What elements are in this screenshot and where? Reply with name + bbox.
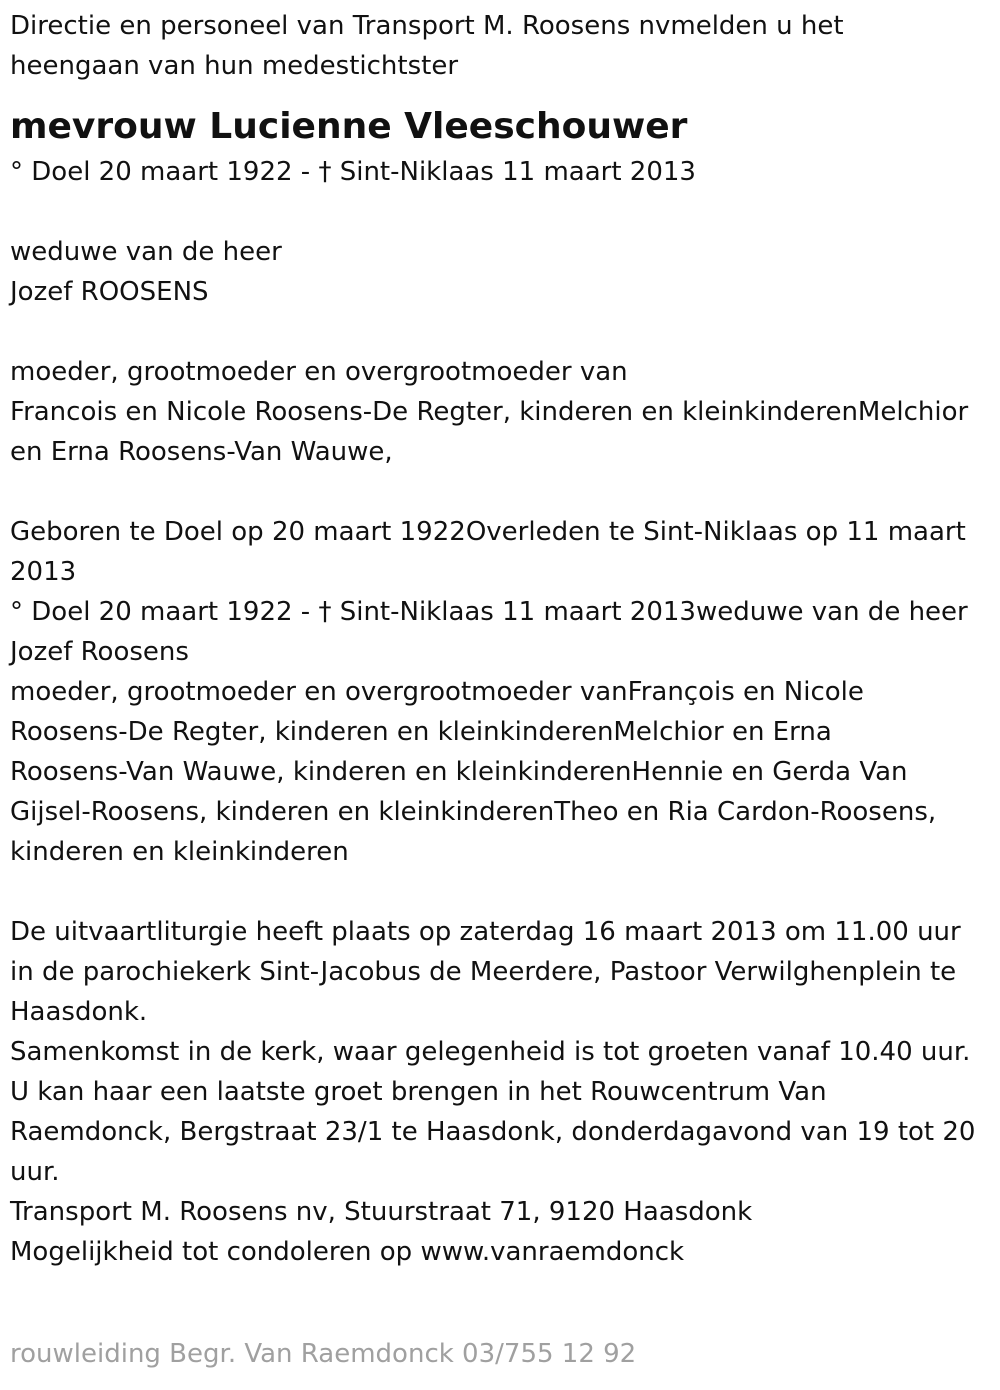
undertaker-footer: rouwleiding Begr. Van Raemdonck 03/755 12 92 xyxy=(10,1339,637,1369)
spacer xyxy=(10,312,990,352)
spacer xyxy=(10,192,990,232)
spouse-section xyxy=(10,232,990,312)
intro-line: heengaan van hun medestichtster xyxy=(10,51,459,81)
funeral-line: uur. xyxy=(10,1157,60,1187)
details-line: 2013 xyxy=(10,557,77,587)
details-line: Geboren te Doel op 20 maart 1922Overleden te Sint-Niklaas op 11 maart xyxy=(10,517,966,547)
details-line: Roosens-Van Wauwe, kinderen en kleinkinderenHennie en Gerda Van xyxy=(10,757,908,787)
funeral-line: Mogelijkheid tot condoleren op www.vanraemdonck xyxy=(10,1237,685,1267)
details-line: moeder, grootmoeder en overgrootmoeder vanFrançois en Nicole xyxy=(10,677,864,707)
deceased-dates: ° Doel 20 maart 1922 - † Sint-Niklaas 11 maart 2013 xyxy=(10,157,696,187)
spacer xyxy=(10,872,990,912)
family-line: en Erna Roosens-Van Wauwe, xyxy=(10,437,393,467)
funeral-line: Raemdonck, Bergstraat 23/1 te Haasdonk, donderdagavond van 19 tot 20 xyxy=(10,1117,976,1147)
details-line: Roosens-De Regter, kinderen en kleinkinderenMelchior en Erna xyxy=(10,717,832,747)
details-line: ° Doel 20 maart 1922 - † Sint-Niklaas 11 maart 2013weduwe van de heer xyxy=(10,597,968,627)
family-line: Francois en Nicole Roosens-De Regter, kinderen en kleinkinderenMelchior xyxy=(10,397,969,427)
funeral-line: Samenkomst in de kerk, waar gelegenheid is tot groeten vanaf 10.40 uur. xyxy=(10,1037,971,1067)
deceased-name: mevrouw Lucienne Vleeschouwer xyxy=(10,106,688,147)
deceased-section xyxy=(10,102,990,192)
details-line: Gijsel-Roosens, kinderen en kleinkinderenTheo en Ria Cardon-Roosens, xyxy=(10,797,937,827)
intro-line: Directie en personeel van Transport M. Roosens nvmelden u het xyxy=(10,11,844,41)
spouse-line: weduwe van de heer xyxy=(10,237,282,267)
spouse-line: Jozef ROOSENS xyxy=(10,277,209,307)
funeral-line: in de parochiekerk Sint-Jacobus de Meerdere, Pastoor Verwilghenplein te xyxy=(10,957,957,987)
funeral-line: Transport M. Roosens nv, Stuurstraat 71, 9120 Haasdonk xyxy=(10,1197,753,1227)
intro-section xyxy=(10,6,990,86)
family-section xyxy=(10,352,990,472)
funeral-line: De uitvaartliturgie heeft plaats op zaterdag 16 maart 2013 om 11.00 uur xyxy=(10,917,961,947)
details-line: Jozef Roosens xyxy=(10,637,189,667)
family-line: moeder, grootmoeder en overgrootmoeder van xyxy=(10,357,628,387)
details-line: kinderen en kleinkinderen xyxy=(10,837,349,867)
details-section xyxy=(10,512,990,872)
funeral-line: U kan haar een laatste groet brengen in het Rouwcentrum Van xyxy=(10,1077,827,1107)
funeral-line: Haasdonk. xyxy=(10,997,148,1027)
funeral-section xyxy=(10,912,990,1272)
spacer xyxy=(10,472,990,512)
